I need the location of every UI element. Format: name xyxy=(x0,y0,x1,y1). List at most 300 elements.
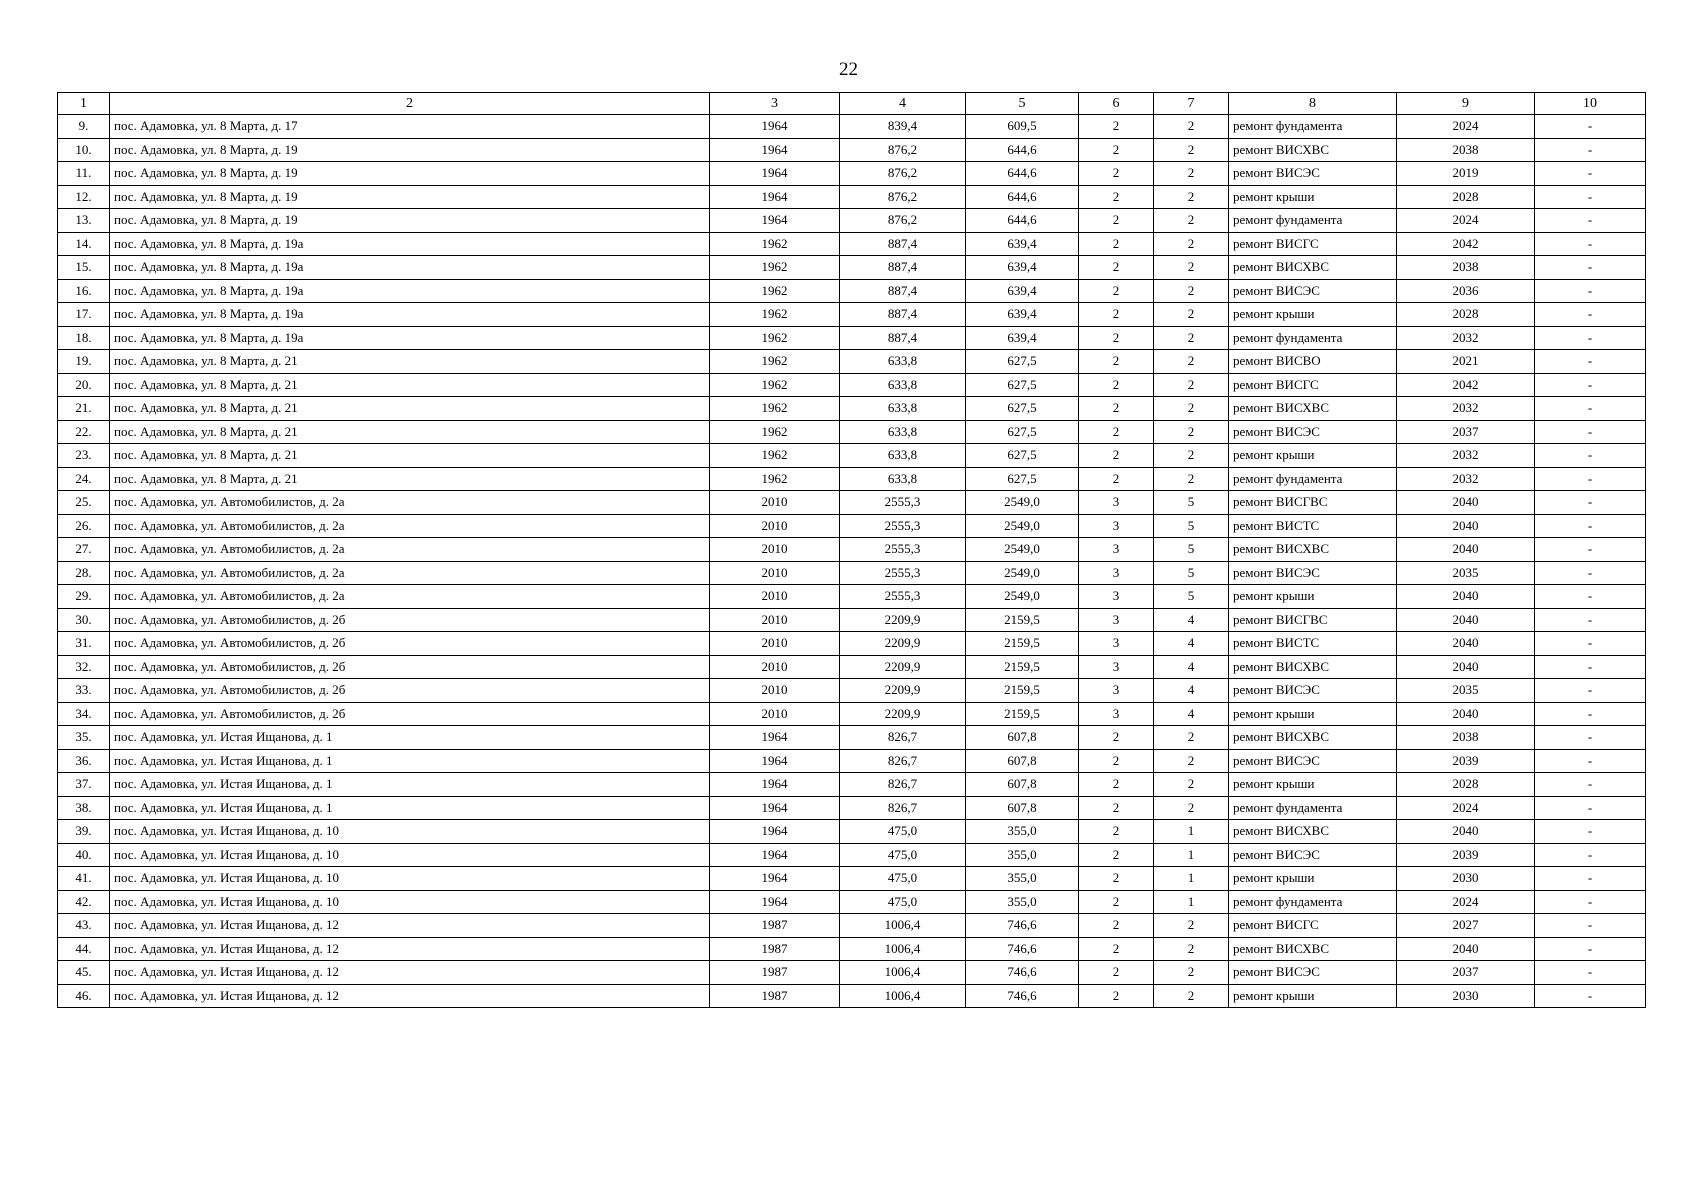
cell-note: - xyxy=(1535,115,1646,139)
table-row xyxy=(58,796,1646,820)
cell-note: - xyxy=(1535,303,1646,327)
cell-build-year: 2010 xyxy=(710,585,840,609)
cell-note: - xyxy=(1535,373,1646,397)
table-row xyxy=(58,655,1646,679)
cell-build-year: 1962 xyxy=(710,350,840,374)
cell-repair-year: 2037 xyxy=(1397,961,1535,985)
cell-note: - xyxy=(1535,491,1646,515)
cell-living-area: 627,5 xyxy=(966,444,1079,468)
cell-build-year: 2010 xyxy=(710,632,840,656)
cell-repair-type: ремонт ВИСХВС xyxy=(1229,820,1397,844)
table-row xyxy=(58,867,1646,891)
cell-build-year: 1964 xyxy=(710,749,840,773)
cell-repair-year: 2040 xyxy=(1397,491,1535,515)
repair-schedule-table xyxy=(57,92,1646,1008)
cell-living-area: 746,6 xyxy=(966,914,1079,938)
column-header-10: 10 xyxy=(1535,93,1646,115)
cell-address: пос. Адамовка, ул. 8 Марта, д. 19а xyxy=(110,279,710,303)
cell-address: пос. Адамовка, ул. Истая Ищанова, д. 1 xyxy=(110,773,710,797)
cell-build-year: 1962 xyxy=(710,256,840,280)
cell-address: пос. Адамовка, ул. 8 Марта, д. 19 xyxy=(110,138,710,162)
cell-row-index: 22. xyxy=(58,420,110,444)
cell-repair-year: 2028 xyxy=(1397,773,1535,797)
table-row xyxy=(58,420,1646,444)
cell-row-index: 26. xyxy=(58,514,110,538)
cell-living-area: 627,5 xyxy=(966,467,1079,491)
cell-row-index: 17. xyxy=(58,303,110,327)
cell-living-area: 2159,5 xyxy=(966,679,1079,703)
cell-note: - xyxy=(1535,796,1646,820)
cell-floors: 3 xyxy=(1079,608,1154,632)
cell-note: - xyxy=(1535,726,1646,750)
cell-note: - xyxy=(1535,232,1646,256)
cell-address: пос. Адамовка, ул. Истая Ищанова, д. 1 xyxy=(110,796,710,820)
cell-entrances: 2 xyxy=(1154,961,1229,985)
cell-floors: 3 xyxy=(1079,561,1154,585)
cell-build-year: 1964 xyxy=(710,796,840,820)
cell-repair-type: ремонт крыши xyxy=(1229,984,1397,1008)
table-row xyxy=(58,820,1646,844)
cell-address: пос. Адамовка, ул. Истая Ищанова, д. 10 xyxy=(110,820,710,844)
cell-row-index: 41. xyxy=(58,867,110,891)
cell-build-year: 2010 xyxy=(710,514,840,538)
cell-living-area: 355,0 xyxy=(966,820,1079,844)
cell-entrances: 4 xyxy=(1154,655,1229,679)
cell-floors: 3 xyxy=(1079,585,1154,609)
cell-floors: 3 xyxy=(1079,655,1154,679)
cell-row-index: 30. xyxy=(58,608,110,632)
cell-living-area: 746,6 xyxy=(966,984,1079,1008)
cell-note: - xyxy=(1535,514,1646,538)
cell-note: - xyxy=(1535,397,1646,421)
cell-living-area: 2159,5 xyxy=(966,608,1079,632)
cell-note: - xyxy=(1535,632,1646,656)
cell-build-year: 1964 xyxy=(710,820,840,844)
cell-repair-type: ремонт ВИСЭС xyxy=(1229,561,1397,585)
cell-address: пос. Адамовка, ул. Истая Ищанова, д. 1 xyxy=(110,726,710,750)
cell-note: - xyxy=(1535,914,1646,938)
table-row xyxy=(58,561,1646,585)
cell-row-index: 33. xyxy=(58,679,110,703)
cell-address: пос. Адамовка, ул. Истая Ищанова, д. 10 xyxy=(110,867,710,891)
cell-repair-type: ремонт ВИСГС xyxy=(1229,914,1397,938)
cell-note: - xyxy=(1535,350,1646,374)
column-header-8: 8 xyxy=(1229,93,1397,115)
cell-address: пос. Адамовка, ул. Автомобилистов, д. 2а xyxy=(110,561,710,585)
cell-repair-type: ремонт ВИСГС xyxy=(1229,232,1397,256)
cell-entrances: 5 xyxy=(1154,491,1229,515)
cell-row-index: 10. xyxy=(58,138,110,162)
cell-address: пос. Адамовка, ул. Истая Ищанова, д. 1 xyxy=(110,749,710,773)
cell-entrances: 4 xyxy=(1154,679,1229,703)
cell-total-area: 633,8 xyxy=(840,467,966,491)
table-row xyxy=(58,279,1646,303)
table-row xyxy=(58,326,1646,350)
cell-row-index: 35. xyxy=(58,726,110,750)
table-row xyxy=(58,256,1646,280)
cell-note: - xyxy=(1535,209,1646,233)
cell-living-area: 607,8 xyxy=(966,773,1079,797)
cell-entrances: 2 xyxy=(1154,138,1229,162)
cell-total-area: 475,0 xyxy=(840,890,966,914)
cell-address: пос. Адамовка, ул. Автомобилистов, д. 2а xyxy=(110,585,710,609)
cell-build-year: 1962 xyxy=(710,444,840,468)
cell-address: пос. Адамовка, ул. 8 Марта, д. 19 xyxy=(110,162,710,186)
cell-repair-year: 2042 xyxy=(1397,232,1535,256)
cell-total-area: 1006,4 xyxy=(840,914,966,938)
cell-note: - xyxy=(1535,820,1646,844)
cell-address: пос. Адамовка, ул. Истая Ищанова, д. 10 xyxy=(110,890,710,914)
cell-row-index: 43. xyxy=(58,914,110,938)
column-header-4: 4 xyxy=(840,93,966,115)
cell-floors: 2 xyxy=(1079,867,1154,891)
cell-entrances: 2 xyxy=(1154,115,1229,139)
cell-living-area: 2549,0 xyxy=(966,561,1079,585)
cell-repair-year: 2040 xyxy=(1397,538,1535,562)
cell-repair-year: 2035 xyxy=(1397,561,1535,585)
cell-entrances: 2 xyxy=(1154,467,1229,491)
cell-floors: 2 xyxy=(1079,373,1154,397)
cell-row-index: 12. xyxy=(58,185,110,209)
cell-repair-year: 2040 xyxy=(1397,608,1535,632)
cell-row-index: 29. xyxy=(58,585,110,609)
cell-living-area: 746,6 xyxy=(966,937,1079,961)
cell-row-index: 11. xyxy=(58,162,110,186)
cell-entrances: 1 xyxy=(1154,843,1229,867)
table-row xyxy=(58,843,1646,867)
cell-entrances: 5 xyxy=(1154,538,1229,562)
cell-note: - xyxy=(1535,420,1646,444)
cell-floors: 3 xyxy=(1079,538,1154,562)
cell-address: пос. Адамовка, ул. 8 Марта, д. 21 xyxy=(110,420,710,444)
cell-repair-year: 2028 xyxy=(1397,185,1535,209)
cell-floors: 2 xyxy=(1079,256,1154,280)
table-row xyxy=(58,773,1646,797)
table-body xyxy=(58,115,1646,1008)
cell-row-index: 39. xyxy=(58,820,110,844)
cell-total-area: 633,8 xyxy=(840,350,966,374)
cell-repair-year: 2038 xyxy=(1397,256,1535,280)
cell-total-area: 1006,4 xyxy=(840,984,966,1008)
cell-floors: 2 xyxy=(1079,185,1154,209)
cell-total-area: 887,4 xyxy=(840,279,966,303)
cell-note: - xyxy=(1535,843,1646,867)
cell-floors: 2 xyxy=(1079,796,1154,820)
cell-build-year: 1987 xyxy=(710,914,840,938)
cell-row-index: 16. xyxy=(58,279,110,303)
cell-note: - xyxy=(1535,538,1646,562)
cell-row-index: 13. xyxy=(58,209,110,233)
cell-note: - xyxy=(1535,585,1646,609)
cell-build-year: 1987 xyxy=(710,937,840,961)
cell-entrances: 2 xyxy=(1154,397,1229,421)
cell-build-year: 1964 xyxy=(710,209,840,233)
cell-build-year: 1964 xyxy=(710,138,840,162)
cell-repair-type: ремонт ВИСЭС xyxy=(1229,279,1397,303)
cell-build-year: 1987 xyxy=(710,984,840,1008)
cell-floors: 3 xyxy=(1079,632,1154,656)
cell-note: - xyxy=(1535,467,1646,491)
cell-note: - xyxy=(1535,655,1646,679)
cell-note: - xyxy=(1535,867,1646,891)
cell-floors: 2 xyxy=(1079,326,1154,350)
cell-living-area: 644,6 xyxy=(966,138,1079,162)
cell-note: - xyxy=(1535,326,1646,350)
cell-repair-type: ремонт ВИСЭС xyxy=(1229,749,1397,773)
cell-total-area: 2555,3 xyxy=(840,514,966,538)
cell-total-area: 2555,3 xyxy=(840,561,966,585)
table-row xyxy=(58,984,1646,1008)
cell-floors: 2 xyxy=(1079,138,1154,162)
cell-address: пос. Адамовка, ул. Автомобилистов, д. 2б xyxy=(110,679,710,703)
cell-build-year: 2010 xyxy=(710,679,840,703)
cell-floors: 2 xyxy=(1079,397,1154,421)
table-row xyxy=(58,209,1646,233)
cell-repair-year: 2032 xyxy=(1397,397,1535,421)
cell-build-year: 1962 xyxy=(710,326,840,350)
table-row xyxy=(58,538,1646,562)
cell-repair-year: 2040 xyxy=(1397,514,1535,538)
cell-repair-year: 2024 xyxy=(1397,115,1535,139)
cell-row-index: 38. xyxy=(58,796,110,820)
cell-repair-type: ремонт фундамента xyxy=(1229,209,1397,233)
cell-note: - xyxy=(1535,256,1646,280)
cell-entrances: 2 xyxy=(1154,256,1229,280)
cell-address: пос. Адамовка, ул. Истая Ищанова, д. 12 xyxy=(110,984,710,1008)
column-header-6: 6 xyxy=(1079,93,1154,115)
cell-repair-year: 2030 xyxy=(1397,867,1535,891)
table-row xyxy=(58,702,1646,726)
cell-repair-type: ремонт ВИСХВС xyxy=(1229,138,1397,162)
cell-build-year: 1964 xyxy=(710,890,840,914)
cell-build-year: 2010 xyxy=(710,655,840,679)
cell-floors: 2 xyxy=(1079,162,1154,186)
cell-row-index: 20. xyxy=(58,373,110,397)
column-number-header-row xyxy=(58,93,1646,115)
cell-address: пос. Адамовка, ул. 8 Марта, д. 21 xyxy=(110,373,710,397)
cell-build-year: 1962 xyxy=(710,232,840,256)
cell-total-area: 826,7 xyxy=(840,726,966,750)
cell-address: пос. Адамовка, ул. Истая Ищанова, д. 12 xyxy=(110,914,710,938)
cell-entrances: 5 xyxy=(1154,514,1229,538)
cell-floors: 2 xyxy=(1079,937,1154,961)
cell-living-area: 639,4 xyxy=(966,326,1079,350)
table-row xyxy=(58,491,1646,515)
page-number: 22 xyxy=(839,59,858,80)
cell-repair-type: ремонт крыши xyxy=(1229,867,1397,891)
cell-repair-type: ремонт крыши xyxy=(1229,303,1397,327)
cell-floors: 2 xyxy=(1079,279,1154,303)
cell-total-area: 633,8 xyxy=(840,373,966,397)
cell-build-year: 1987 xyxy=(710,961,840,985)
cell-repair-year: 2032 xyxy=(1397,444,1535,468)
cell-repair-type: ремонт ВИСЭС xyxy=(1229,961,1397,985)
cell-repair-year: 2038 xyxy=(1397,726,1535,750)
cell-repair-year: 2027 xyxy=(1397,914,1535,938)
cell-address: пос. Адамовка, ул. Автомобилистов, д. 2б xyxy=(110,655,710,679)
table-row xyxy=(58,961,1646,985)
cell-address: пос. Адамовка, ул. 8 Марта, д. 19а xyxy=(110,232,710,256)
cell-address: пос. Адамовка, ул. 8 Марта, д. 19 xyxy=(110,209,710,233)
cell-floors: 2 xyxy=(1079,726,1154,750)
cell-living-area: 2159,5 xyxy=(966,702,1079,726)
cell-row-index: 34. xyxy=(58,702,110,726)
cell-total-area: 2555,3 xyxy=(840,585,966,609)
cell-repair-type: ремонт ВИСЭС xyxy=(1229,420,1397,444)
cell-address: пос. Адамовка, ул. Автомобилистов, д. 2б xyxy=(110,608,710,632)
cell-repair-type: ремонт ВИСТС xyxy=(1229,632,1397,656)
cell-living-area: 746,6 xyxy=(966,961,1079,985)
cell-living-area: 639,4 xyxy=(966,232,1079,256)
column-header-9: 9 xyxy=(1397,93,1535,115)
cell-repair-year: 2030 xyxy=(1397,984,1535,1008)
table-row xyxy=(58,444,1646,468)
cell-build-year: 1964 xyxy=(710,185,840,209)
cell-repair-year: 2035 xyxy=(1397,679,1535,703)
table-row xyxy=(58,373,1646,397)
cell-repair-type: ремонт ВИСХВС xyxy=(1229,397,1397,421)
cell-build-year: 1962 xyxy=(710,420,840,444)
cell-total-area: 826,7 xyxy=(840,749,966,773)
cell-repair-type: ремонт ВИСГВС xyxy=(1229,608,1397,632)
cell-entrances: 2 xyxy=(1154,749,1229,773)
cell-address: пос. Адамовка, ул. Автомобилистов, д. 2б xyxy=(110,702,710,726)
cell-repair-type: ремонт крыши xyxy=(1229,585,1397,609)
column-header-7: 7 xyxy=(1154,93,1229,115)
cell-build-year: 1962 xyxy=(710,373,840,397)
cell-address: пос. Адамовка, ул. 8 Марта, д. 21 xyxy=(110,444,710,468)
cell-entrances: 1 xyxy=(1154,890,1229,914)
cell-total-area: 887,4 xyxy=(840,326,966,350)
table-row xyxy=(58,937,1646,961)
cell-row-index: 24. xyxy=(58,467,110,491)
cell-repair-type: ремонт фундамента xyxy=(1229,326,1397,350)
cell-note: - xyxy=(1535,444,1646,468)
cell-address: пос. Адамовка, ул. Истая Ищанова, д. 10 xyxy=(110,843,710,867)
cell-repair-type: ремонт крыши xyxy=(1229,185,1397,209)
cell-note: - xyxy=(1535,937,1646,961)
cell-living-area: 2549,0 xyxy=(966,514,1079,538)
column-header-5: 5 xyxy=(966,93,1079,115)
cell-address: пос. Адамовка, ул. Автомобилистов, д. 2а xyxy=(110,514,710,538)
cell-total-area: 633,8 xyxy=(840,444,966,468)
cell-entrances: 2 xyxy=(1154,420,1229,444)
cell-floors: 2 xyxy=(1079,115,1154,139)
cell-build-year: 1964 xyxy=(710,726,840,750)
cell-repair-year: 2039 xyxy=(1397,843,1535,867)
cell-entrances: 1 xyxy=(1154,867,1229,891)
cell-floors: 2 xyxy=(1079,914,1154,938)
table-row xyxy=(58,514,1646,538)
cell-repair-year: 2038 xyxy=(1397,138,1535,162)
cell-floors: 2 xyxy=(1079,209,1154,233)
cell-living-area: 2159,5 xyxy=(966,632,1079,656)
cell-floors: 3 xyxy=(1079,702,1154,726)
cell-repair-year: 2024 xyxy=(1397,890,1535,914)
cell-entrances: 2 xyxy=(1154,373,1229,397)
cell-total-area: 2555,3 xyxy=(840,491,966,515)
cell-note: - xyxy=(1535,773,1646,797)
cell-repair-type: ремонт ВИСГВС xyxy=(1229,491,1397,515)
cell-repair-type: ремонт ВИСХВС xyxy=(1229,538,1397,562)
cell-total-area: 2209,9 xyxy=(840,679,966,703)
cell-row-index: 44. xyxy=(58,937,110,961)
cell-total-area: 876,2 xyxy=(840,185,966,209)
cell-floors: 2 xyxy=(1079,773,1154,797)
cell-entrances: 4 xyxy=(1154,632,1229,656)
table-row xyxy=(58,138,1646,162)
cell-repair-year: 2040 xyxy=(1397,820,1535,844)
cell-row-index: 9. xyxy=(58,115,110,139)
cell-note: - xyxy=(1535,749,1646,773)
cell-total-area: 2209,9 xyxy=(840,608,966,632)
cell-note: - xyxy=(1535,608,1646,632)
table-row xyxy=(58,185,1646,209)
cell-repair-year: 2040 xyxy=(1397,632,1535,656)
cell-repair-year: 2021 xyxy=(1397,350,1535,374)
cell-row-index: 40. xyxy=(58,843,110,867)
cell-address: пос. Адамовка, ул. 8 Марта, д. 19а xyxy=(110,256,710,280)
cell-build-year: 1964 xyxy=(710,162,840,186)
cell-note: - xyxy=(1535,185,1646,209)
column-header-2: 2 xyxy=(110,93,710,115)
cell-row-index: 15. xyxy=(58,256,110,280)
cell-repair-type: ремонт фундамента xyxy=(1229,796,1397,820)
table-row xyxy=(58,115,1646,139)
table-row xyxy=(58,679,1646,703)
cell-repair-type: ремонт крыши xyxy=(1229,444,1397,468)
cell-note: - xyxy=(1535,162,1646,186)
cell-entrances: 2 xyxy=(1154,209,1229,233)
cell-address: пос. Адамовка, ул. Истая Ищанова, д. 12 xyxy=(110,961,710,985)
cell-repair-type: ремонт ВИСХВС xyxy=(1229,726,1397,750)
cell-repair-year: 2036 xyxy=(1397,279,1535,303)
cell-repair-year: 2040 xyxy=(1397,585,1535,609)
table-row xyxy=(58,726,1646,750)
cell-total-area: 2555,3 xyxy=(840,538,966,562)
cell-build-year: 1962 xyxy=(710,467,840,491)
cell-total-area: 826,7 xyxy=(840,796,966,820)
cell-entrances: 4 xyxy=(1154,608,1229,632)
cell-repair-year: 2024 xyxy=(1397,209,1535,233)
cell-address: пос. Адамовка, ул. Автомобилистов, д. 2б xyxy=(110,632,710,656)
cell-living-area: 2549,0 xyxy=(966,585,1079,609)
cell-living-area: 2159,5 xyxy=(966,655,1079,679)
cell-entrances: 2 xyxy=(1154,914,1229,938)
cell-row-index: 18. xyxy=(58,326,110,350)
cell-row-index: 25. xyxy=(58,491,110,515)
cell-total-area: 475,0 xyxy=(840,820,966,844)
table-row xyxy=(58,585,1646,609)
cell-row-index: 27. xyxy=(58,538,110,562)
cell-entrances: 2 xyxy=(1154,326,1229,350)
cell-build-year: 1964 xyxy=(710,773,840,797)
cell-entrances: 2 xyxy=(1154,984,1229,1008)
cell-living-area: 639,4 xyxy=(966,303,1079,327)
cell-repair-year: 2028 xyxy=(1397,303,1535,327)
cell-repair-year: 2024 xyxy=(1397,796,1535,820)
cell-floors: 3 xyxy=(1079,679,1154,703)
cell-row-index: 14. xyxy=(58,232,110,256)
cell-note: - xyxy=(1535,561,1646,585)
cell-repair-type: ремонт фундамента xyxy=(1229,467,1397,491)
table-row xyxy=(58,914,1646,938)
cell-total-area: 887,4 xyxy=(840,303,966,327)
cell-living-area: 627,5 xyxy=(966,373,1079,397)
column-header-3: 3 xyxy=(710,93,840,115)
cell-floors: 3 xyxy=(1079,514,1154,538)
cell-entrances: 5 xyxy=(1154,585,1229,609)
